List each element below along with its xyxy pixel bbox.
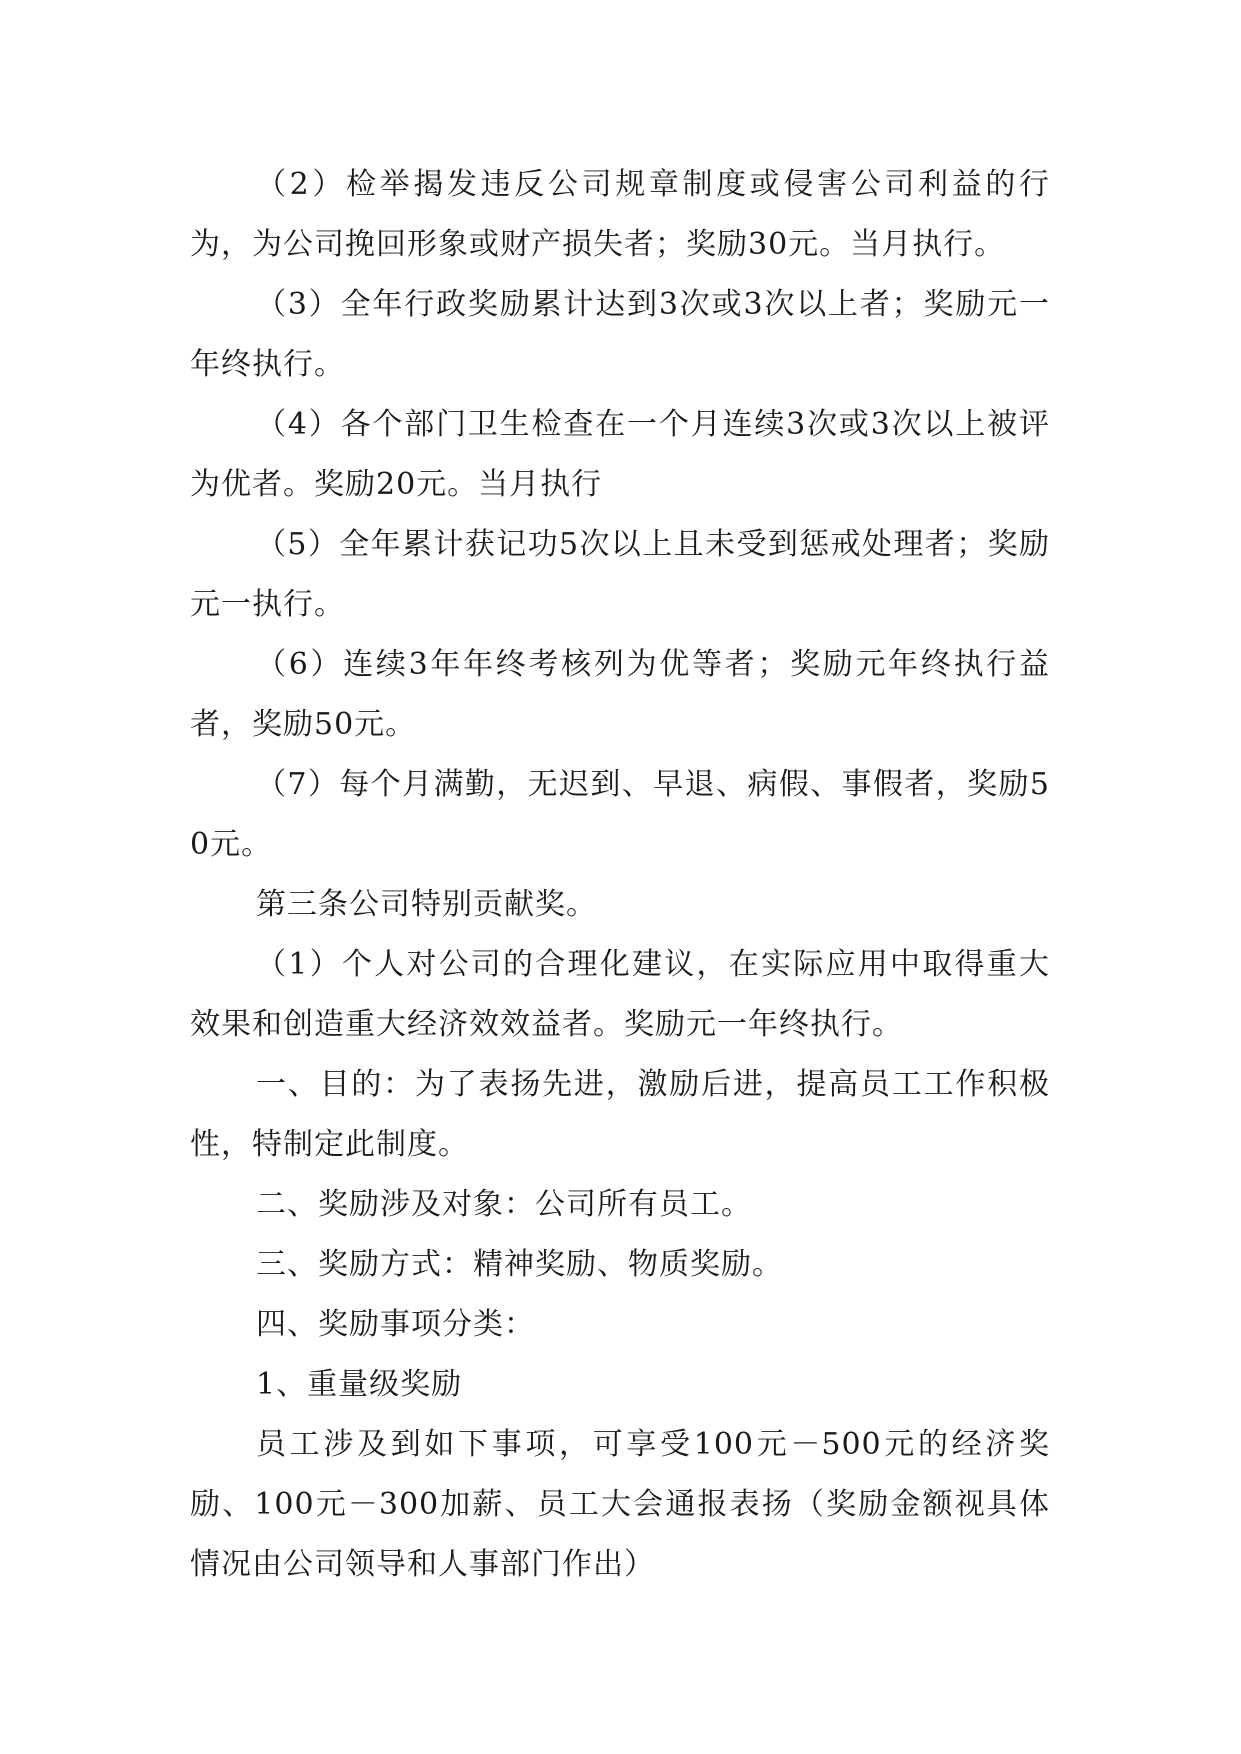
paragraph-item-2: （2）检举揭发违反公司规章制度或侵害公司利益的行为，为公司挽回形象或财产损失者；奖励30元。当月执行。 xyxy=(190,167,1050,262)
article-three-heading: 第三条公司特别贡献奖。 xyxy=(256,887,597,922)
category-heavyweight-heading: 1、重量级奖励 xyxy=(256,1367,463,1402)
special-contribution-item-1: （1）个人对公司的合理化建议，在实际应用中取得重大效果和创造重大经济效效益者。奖励元一年终执行。 xyxy=(190,947,1050,1042)
paragraph-item-7: （7）每个月满勤，无迟到、早退、病假、事假者，奖励50元。 xyxy=(190,767,1050,862)
paragraph-item-6: （6）连续3年年终考核列为优等者；奖励元年终执行益者，奖励50元。 xyxy=(190,647,1050,742)
document-body xyxy=(190,155,1050,1595)
paragraph-item-5: （5）全年累计获记功5次以上且未受到惩戒处理者；奖励元一执行。 xyxy=(190,527,1050,622)
section-purpose: 一、目的：为了表扬先进，激励后进，提高员工工作积极性，特制定此制度。 xyxy=(190,1067,1050,1162)
section-reward-categories: 四、奖励事项分类： xyxy=(256,1307,535,1342)
paragraph-item-4: （4）各个部门卫生检查在一个月连续3次或3次以上被评为优者。奖励20元。当月执行 xyxy=(190,407,1050,502)
section-reward-methods: 三、奖励方式：精神奖励、物质奖励。 xyxy=(256,1247,783,1282)
paragraph-item-3: （3）全年行政奖励累计达到3次或3次以上者；奖励元一年终执行。 xyxy=(190,287,1050,382)
category-heavyweight-body: 员工涉及到如下事项，可享受100元－500元的经济奖励、100元－300加薪、员工大会通报表扬（奖励金额视具体情况由公司领导和人事部门作出） xyxy=(190,1427,1050,1582)
section-scope: 二、奖励涉及对象：公司所有员工。 xyxy=(256,1187,752,1222)
